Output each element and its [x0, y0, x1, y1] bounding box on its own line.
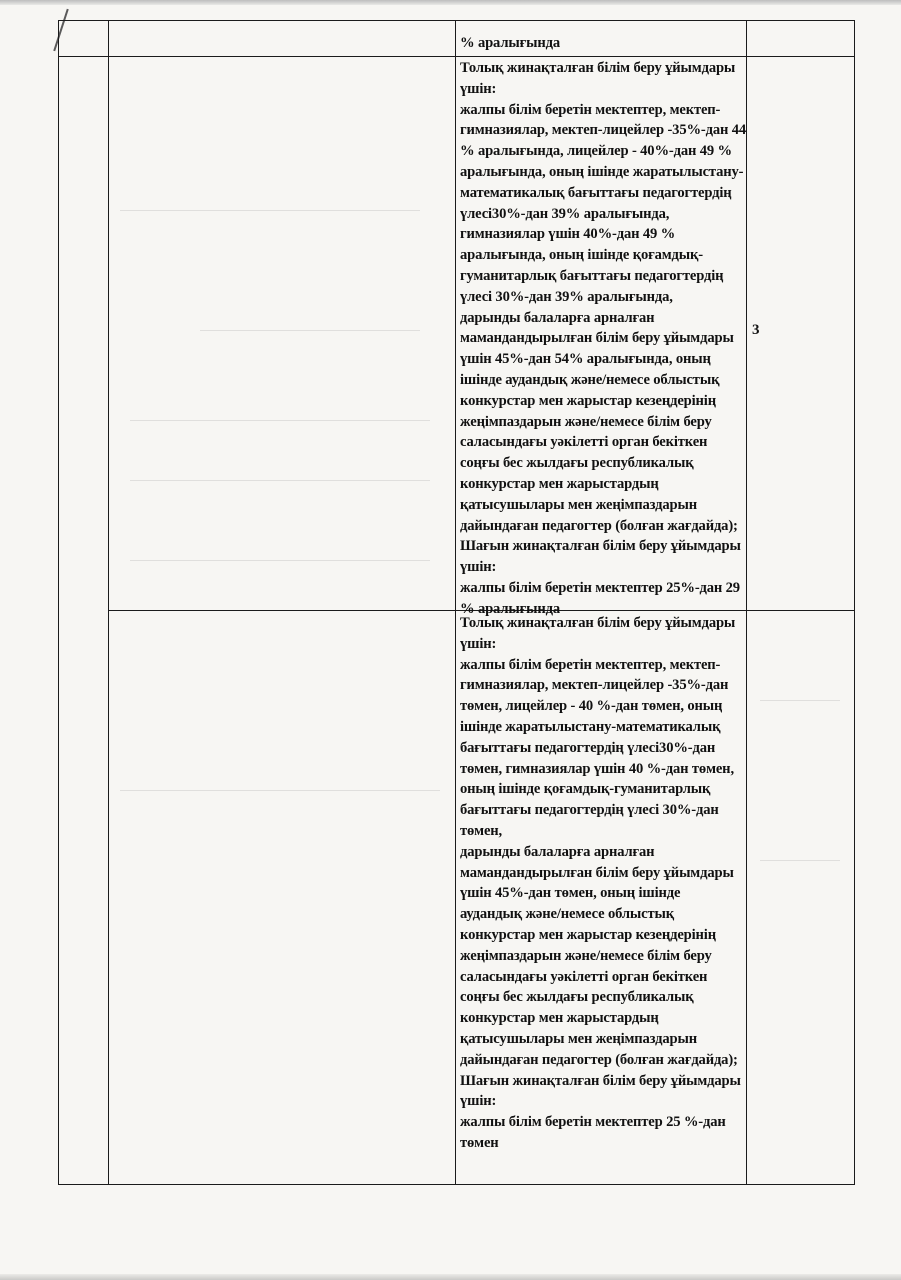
- cell-text-line: қатысушылары мен жеңімпаздарын: [460, 1030, 697, 1047]
- cell-text-line: саласындағы уәкілетті орган бекіткен: [460, 434, 708, 451]
- cell-text-line: конкурстар мен жарыстардың: [460, 475, 659, 492]
- score-value: 3: [752, 322, 760, 338]
- cell-text-line: аралығында, оның ішінде қоғамдық-: [460, 247, 703, 264]
- cell-text-line: төмен, гимназиялар үшін 40 %-дан төмен,: [460, 760, 734, 777]
- cell-text-line: жалпы білім беретін мектептер, мектеп-: [460, 656, 721, 673]
- cell-text-line: жеңімпаздарын және/немесе білім беру: [460, 413, 712, 430]
- cell-text-line: гимназиялар, мектеп-лицейлер -35%-дан: [460, 677, 729, 694]
- cell-text-line: аралығында, оның ішінде жаратылыстану-: [460, 163, 744, 180]
- cell-text-line: дайындаған педагогтер (болған жағдайда);: [460, 517, 738, 534]
- cell-text-line: саласындағы уәкілетті орган бекіткен: [460, 968, 708, 985]
- cell-text-line: Толық жинақталған білім беру ұйымдары: [460, 615, 736, 631]
- cell-text-line: аудандық және/немесе облыстық: [460, 906, 675, 923]
- cell-text-line: Шағын жинақталған білім беру ұйымдары: [460, 1072, 741, 1089]
- cell-text-line: үшін 45%-дан 54% аралығында, оның: [460, 351, 711, 368]
- cell-text-line: математикалық бағыттағы педагогтердің: [460, 184, 732, 201]
- cell-text-line: конкурстар мен жарыстар кезеңдерінің: [460, 392, 716, 409]
- table-row-1-criteria: % аралығында: [460, 35, 560, 51]
- cell-text-line: % аралығында: [460, 600, 560, 617]
- cell-text-line: бағыттағы педагогтердің үлесі 30%-дан: [460, 802, 719, 819]
- cell-text-line: төмен, лицейлер - 40 %-дан төмен, оның: [460, 698, 723, 715]
- cell-text-line: үлесі30%-дан 39% аралығында,: [460, 205, 670, 222]
- cell-text-line: соңғы бес жылдағы республикалық: [460, 455, 694, 472]
- cell-text-line: жалпы білім беретін мектептер 25%-дан 29: [460, 579, 740, 596]
- column-divider: [455, 20, 456, 1185]
- cell-text-line: конкурстар мен жарыстардың: [460, 1010, 659, 1027]
- cell-text-line: ішінде аудандық және/немесе облыстық: [460, 371, 720, 388]
- cell-text-line: дарынды балаларға арналған: [460, 309, 655, 326]
- cell-text-line: дайындаған педагогтер (болған жағдайда);: [460, 1051, 738, 1068]
- cell-text-line: соңғы бес жылдағы республикалық: [460, 989, 694, 1006]
- cell-text-line: Шағын жинақталған білім беру ұйымдары: [460, 538, 741, 555]
- cell-text-line: үшін:: [460, 1093, 497, 1110]
- cell-text-line: гимназиялар үшін 40%-дан 49 %: [460, 226, 676, 243]
- cell-text-line: жалпы білім беретін мектептер, мектеп-: [460, 101, 721, 118]
- cell-text-line: ішінде жаратылыстану-математикалық: [460, 718, 721, 735]
- cell-text-line: үшін:: [460, 80, 497, 97]
- cell-text-line: үшін:: [460, 559, 497, 576]
- scan-bottom-edge: [0, 1274, 901, 1280]
- cell-text-line: үшін:: [460, 635, 497, 652]
- cell-text-line: мамандандырылған білім беру ұйымдары: [460, 864, 734, 881]
- cell-text-line: үшін 45%-дан төмен, оның ішінде: [460, 885, 681, 902]
- cell-text-line: үлесі 30%-дан 39% аралығында,: [460, 288, 673, 305]
- cell-text-line: гимназиялар, мектеп-лицейлер -35%-дан 44: [460, 122, 747, 139]
- cell-text-line: қатысушылары мен жеңімпаздарын: [460, 496, 697, 513]
- cell-text-line: % аралығында, лицейлер - 40%-дан 49 %: [460, 143, 732, 160]
- scan-top-edge: [0, 0, 901, 5]
- cell-text-line: бағыттағы педагогтердің үлесі30%-дан: [460, 739, 716, 756]
- cell-text-line: Толық жинақталған білім беру ұйымдары: [460, 60, 736, 76]
- cell-text-line: мамандандырылған білім беру ұйымдары: [460, 330, 734, 347]
- table-row-3-criteria: [460, 613, 752, 1154]
- table-row-2-criteria: [460, 58, 752, 620]
- cell-text-line: конкурстар мен жарыстар кезеңдерінің: [460, 926, 716, 943]
- cell-text-line: гуманитарлық бағыттағы педагогтердің: [460, 267, 724, 284]
- column-divider: [108, 20, 109, 1185]
- cell-text-line: төмен: [460, 1134, 499, 1151]
- cell-text-line: төмен,: [460, 822, 503, 839]
- cell-text-line: оның ішінде қоғамдық-гуманитарлық: [460, 781, 711, 798]
- cell-text-line: жеңімпаздарын және/немесе білім беру: [460, 947, 712, 964]
- cell-text-line: дарынды балаларға арналған: [460, 843, 655, 860]
- cell-text-line: жалпы білім беретін мектептер 25 %-дан: [460, 1114, 726, 1131]
